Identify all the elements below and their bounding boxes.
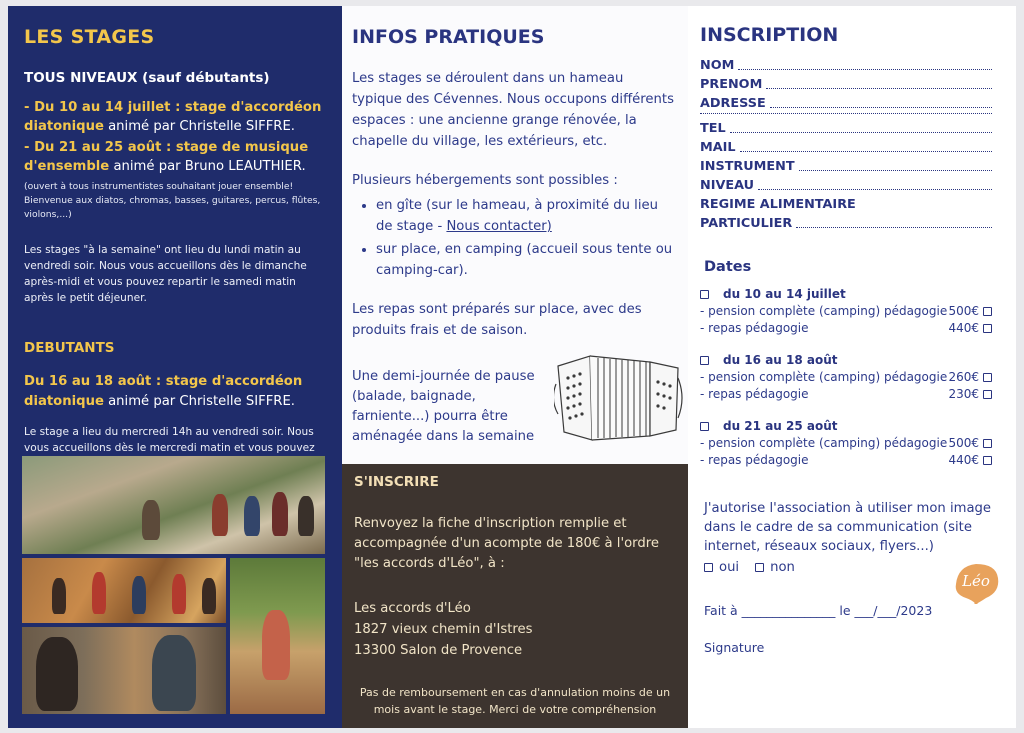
field-label: NOM xyxy=(700,58,735,73)
field-line[interactable] xyxy=(700,113,992,114)
field-label: NIVEAU xyxy=(700,178,755,193)
field-niveau[interactable] xyxy=(700,176,1006,195)
lodging-intro: Plusieurs hébergements sont possibles : xyxy=(352,173,618,188)
field-regime xyxy=(700,195,1006,214)
field-line[interactable] xyxy=(738,56,992,70)
signup-text: Renvoyez la fiche d'inscription remplie et accompagnée d'un acompte de 180€ à l'ordre "les accords d'Léo", à : xyxy=(354,516,659,571)
price-row xyxy=(700,435,1006,452)
field-label: PARTICULIER xyxy=(700,216,793,231)
inscription-title: INSCRIPTION xyxy=(700,24,839,46)
price-value: 440€ xyxy=(948,321,979,335)
field-label: INSTRUMENT xyxy=(700,159,795,174)
field-prenom[interactable] xyxy=(700,75,1006,94)
pause-info: Une demi-journée de pause (balade, baignade, farniente...) pourra être aménagée dans la semaine xyxy=(352,369,535,444)
stage-july xyxy=(24,98,328,136)
checkbox[interactable] xyxy=(700,422,709,431)
checkbox[interactable] xyxy=(983,373,992,382)
checkbox[interactable] xyxy=(983,439,992,448)
stage-july-title: - Du 10 au 14 juillet : stage d'accordéon diatonique xyxy=(24,100,322,134)
date-label: du 16 au 18 août xyxy=(723,353,838,367)
beginners-stage xyxy=(24,372,328,412)
field-label: PRENOM xyxy=(700,77,763,92)
dates-title: Dates xyxy=(704,259,752,275)
field-line[interactable] xyxy=(796,214,992,228)
field-adresse[interactable] xyxy=(700,94,1006,113)
address-line-3: 13300 Salon de Provence xyxy=(354,643,523,658)
price-item: - repas pédagogie xyxy=(700,453,809,467)
week-info: Les stages "à la semaine" ont lieu du lundi matin au vendredi soir. Nous vous accueillons dès le dimanche après-midi et vous pouvez repartir le samedi matin après le petit déjeuner. xyxy=(24,244,307,304)
refund-note: Pas de remboursement en cas d'annulation moins de un mois avant le stage. Merci de votre compréhension xyxy=(359,686,671,716)
signup-box xyxy=(342,464,688,728)
price-row xyxy=(700,320,1006,337)
all-levels-heading: TOUS NIVEAUX (sauf débutants) xyxy=(24,70,270,86)
checkbox[interactable] xyxy=(983,390,992,399)
date-label: du 21 au 25 août xyxy=(723,419,838,433)
stage-july-teacher: animé par Christelle SIFFRE. xyxy=(103,119,295,134)
ensemble-note: (ouvert à tous instrumentistes souhaitant jouer ensemble! Bienvenue aux diatos, chromas, basses, guitares, percus, flûtes, violons,...) xyxy=(24,181,321,220)
leo-logo xyxy=(950,558,1002,606)
field-label: MAIL xyxy=(700,140,736,155)
date-block-august-21 xyxy=(700,419,1006,469)
contact-link[interactable]: Nous contacter) xyxy=(446,219,552,234)
field-label: ADRESSE xyxy=(700,96,766,111)
date-head xyxy=(700,419,1006,433)
field-line[interactable] xyxy=(799,157,992,171)
photo-accordion-players xyxy=(22,627,226,714)
checkbox[interactable] xyxy=(983,456,992,465)
stage-ensemble-title: - Du 21 au 25 août : stage de musique d'ensemble xyxy=(24,140,309,174)
field-label: TEL xyxy=(700,121,726,136)
date-head xyxy=(700,287,1006,301)
price-value: 230€ xyxy=(948,387,979,401)
stages-title: LES STAGES xyxy=(24,26,155,48)
stage-ensemble-teacher: animé par Bruno LEAUTHIER. xyxy=(109,159,306,174)
infos-title: INFOS PRATIQUES xyxy=(352,26,545,48)
photo-outdoor-player xyxy=(230,558,325,714)
lodging-camping: • sur place, en camping (accueil sous tente ou camping-car). xyxy=(376,239,674,281)
field-line[interactable] xyxy=(730,119,992,133)
infos-intro: Les stages se déroulent dans un hameau typique des Cévennes. Nous occupons différents espaces : une ancienne grange rénovée, la chapelle du village, les extérieurs, etc. xyxy=(352,71,674,149)
logo-text: Léo xyxy=(962,572,990,590)
beginners-stage-title: Du 16 au 18 août : stage d'accordéon diatonique xyxy=(24,374,303,409)
field-instrument[interactable] xyxy=(700,157,1006,176)
price-value: 500€ xyxy=(948,304,979,318)
date-head xyxy=(700,353,1006,367)
price-value: 260€ xyxy=(948,370,979,384)
beginners-info: Le stage a lieu du mercredi 14h au vendredi soir. Nous vous accueillons dès le mercredi matin et vous pouvez xyxy=(24,426,315,454)
no-label: non xyxy=(770,560,795,575)
signature-label: Signature xyxy=(704,640,765,655)
lodging-gite-text: en gîte (sur le hameau, à proximité du lieu de stage - xyxy=(376,198,658,234)
beginners-stage-teacher: animé par Christelle SIFFRE. xyxy=(103,394,295,409)
panel-inscription xyxy=(688,6,1016,728)
photo-collage xyxy=(22,456,338,718)
field-line[interactable] xyxy=(758,176,992,190)
field-particulier[interactable] xyxy=(700,214,1006,233)
photo-barn-rehearsal xyxy=(22,558,226,623)
beginners-heading: DEBUTANTS xyxy=(24,340,115,356)
price-row xyxy=(700,369,1006,386)
signup-title: S'INSCRIRE xyxy=(354,474,439,490)
field-line[interactable] xyxy=(740,138,992,152)
field-nom[interactable] xyxy=(700,56,1006,75)
signup-address xyxy=(354,598,678,661)
price-item: - pension complète (camping) pédagogie xyxy=(700,370,948,384)
price-item: - pension complète (camping) pédagogie xyxy=(700,436,948,450)
fait-a-line: Fait à _______________ le ___/___/2023 xyxy=(704,603,933,618)
stage-august-ensemble xyxy=(24,138,328,176)
date-block-august-16 xyxy=(700,353,1006,403)
accordion-illustration xyxy=(554,348,684,444)
price-row xyxy=(700,386,1006,403)
checkbox-yes[interactable] xyxy=(704,563,713,572)
price-item: - pension complète (camping) pédagogie xyxy=(700,304,948,318)
panel-infos-pratiques xyxy=(342,6,688,728)
field-line[interactable] xyxy=(770,94,992,108)
checkbox-no[interactable] xyxy=(755,563,764,572)
photo-village-group xyxy=(22,456,325,554)
date-block-july xyxy=(700,287,1006,337)
price-item: - repas pédagogie xyxy=(700,321,809,335)
price-row xyxy=(700,303,1006,320)
address-line-1: Les accords d'Léo xyxy=(354,601,471,616)
meals-info: Les repas sont préparés sur place, avec des produits frais et de saison. xyxy=(352,302,642,338)
field-mail[interactable] xyxy=(700,138,1006,157)
yes-label: oui xyxy=(719,560,740,575)
price-row xyxy=(700,452,1006,469)
checkbox[interactable] xyxy=(700,290,709,299)
lodging-gite xyxy=(376,195,674,237)
field-label: REGIME ALIMENTAIRE xyxy=(700,197,856,212)
date-label: du 10 au 14 juillet xyxy=(723,287,846,301)
checkbox[interactable] xyxy=(700,356,709,365)
field-line[interactable] xyxy=(766,75,992,89)
field-tel[interactable] xyxy=(700,119,1006,138)
checkbox[interactable] xyxy=(983,324,992,333)
price-item: - repas pédagogie xyxy=(700,387,809,401)
consent-text: J'autorise l'association à utiliser mon image dans le cadre de sa communication (site internet, réseaux sociaux, flyers...) xyxy=(704,501,992,554)
address-line-2: 1827 vieux chemin d'Istres xyxy=(354,622,533,637)
price-value: 440€ xyxy=(948,453,979,467)
lodging-list xyxy=(352,195,674,281)
price-value: 500€ xyxy=(948,436,979,450)
checkbox[interactable] xyxy=(983,307,992,316)
